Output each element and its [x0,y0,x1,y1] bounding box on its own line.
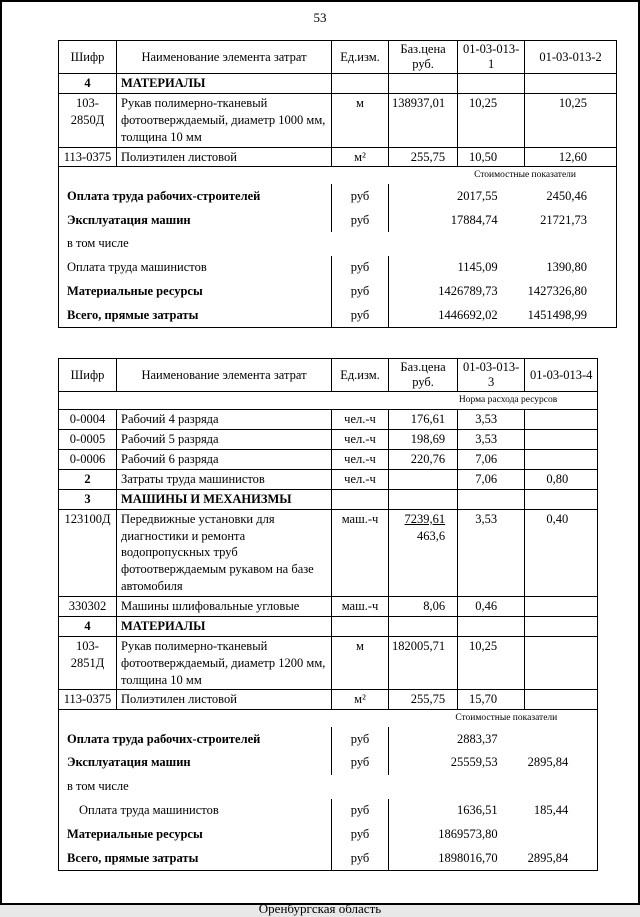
cell-unit: м [332,636,389,690]
cell-name: Полиэтилен листовой [117,147,332,167]
tables-container [2,40,638,871]
cost-value-1: 25559,53 [450,755,498,770]
cost-value-1 [389,775,525,799]
cell-name: Машины шлифовальные угловые [117,597,332,617]
cost-row [59,799,598,823]
column-header-6: 01-03-013-4 [525,359,598,392]
cell-value-2 [525,616,598,636]
cell-unit: чел.-ч [332,450,389,470]
item-row [59,147,617,167]
item-row [59,690,598,710]
cell-unit: м² [332,147,389,167]
item-row [59,636,598,690]
cost-value-2: 1390,80 [546,260,587,275]
cell-unit [332,489,389,509]
cost-unit: руб [332,751,389,775]
column-header-1: Шифр [59,41,117,74]
item-row [59,93,617,147]
cell-value-1: 3,53 [458,509,525,596]
cell-value-1 [458,489,525,509]
cell-value-2 [525,636,598,690]
cost-unit: руб [332,304,389,328]
cost-name: в том числе [67,236,129,251]
cell-unit: чел.-ч [332,469,389,489]
base-price-line-2: 463,6 [417,528,446,543]
note-label: Стоимостные показатели [455,713,558,724]
cell-name: Рукав полимерно-тканевый фотоотверждаемый, диаметр 1200 мм, толщина 10 мм [117,636,332,690]
note-row [59,710,598,727]
cell-unit [332,616,389,636]
cell-name: МАТЕРИАЛЫ [117,74,332,94]
column-header-3: Ед.изм. [332,41,389,74]
cell-unit: маш.-ч [332,597,389,617]
cost-value-2: 21721,73 [540,212,587,227]
estimate-table-1 [58,40,617,328]
cell-code: 0-0005 [59,430,117,450]
cell-unit: маш.-ч [332,509,389,596]
cost-unit: руб [332,799,389,823]
cost-name: Материальные ресурсы [67,827,203,842]
cost-unit: руб [332,727,389,751]
cell-base-price [389,410,458,430]
cost-value-1: 1636,51 [457,803,498,818]
base-price-line: 220,76 [410,452,446,466]
cost-value-1: 2883,37 [457,731,498,746]
cell-base-price [389,690,458,710]
cell-unit: м [332,93,389,147]
cost-value-2 [525,775,598,799]
column-header-2: Наименование элемента затрат [117,359,332,392]
cost-row [59,823,598,847]
base-price-line: 7239,61 [404,511,446,526]
cell-code: 103-2851Д [59,636,117,690]
cell-value-2 [525,410,598,430]
cell-value-2 [525,74,617,94]
cost-value-2: 2895,84 [527,850,569,865]
cell-value-1: 15,70 [458,690,525,710]
cost-row [59,775,598,799]
cell-code: 113-0375 [59,690,117,710]
cell-value-1: 10,50 [458,147,525,167]
cell-code: 4 [59,74,117,94]
base-price-line: 138937,01 [392,95,446,110]
cell-name: Полиэтилен листовой [117,690,332,710]
cost-row [59,304,617,328]
column-header-1: Шифр [59,359,117,392]
cell-value-1: 10,25 [458,636,525,690]
item-row [59,410,598,430]
cell-name: Рабочий 6 разряда [117,450,332,470]
cell-code: 0-0006 [59,450,117,470]
base-price-line: 8,06 [423,599,446,613]
column-header-2: Наименование элемента затрат [117,41,332,74]
column-header-6: 01-03-013-2 [525,41,617,74]
cell-base-price [389,597,458,617]
column-header-4: Баз.цена руб. [389,359,458,392]
page-number: 53 [313,10,327,25]
note-label: Стоимостные показатели [474,170,576,181]
cost-row [59,727,598,751]
cell-name: Рабочий 4 разряда [117,410,332,430]
cell-unit: чел.-ч [332,410,389,430]
cell-name: МАШИНЫ И МЕХАНИЗМЫ [117,489,332,509]
item-row [59,469,598,489]
cost-name: в том числе [67,779,129,794]
cost-unit: руб [332,823,389,847]
cell-code: 103-2850Д [59,93,117,147]
cost-name: Всего, прямые затраты [67,308,199,323]
cost-name: Оплата труда машинистов [67,260,207,275]
cell-value-2: 10,25 [525,93,617,147]
cost-row [59,751,598,775]
cell-unit [332,74,389,94]
base-price-line: 255,75 [410,149,446,164]
cell-value-2 [525,430,598,450]
cell-unit: м² [332,690,389,710]
cost-row [59,280,617,304]
table-header-row [59,359,598,392]
cell-name: МАТЕРИАЛЫ [117,616,332,636]
cell-value-2: 0,80 [525,469,598,489]
cell-code: 2 [59,469,117,489]
cost-row [59,184,617,208]
cost-value-2: 2895,84 [527,755,569,770]
cost-name: Оплата труда рабочих-строителей [67,188,261,203]
cell-base-price [389,509,458,596]
cell-base-price [389,93,458,147]
cost-name: Оплата труда машинистов [79,803,219,818]
cost-value-2: 1427326,80 [527,284,587,299]
item-row [59,597,598,617]
cost-unit [332,232,389,256]
cost-value-2 [525,823,598,847]
column-header-4: Баз.цена руб. [389,41,458,74]
note-row [59,392,598,410]
cost-row [59,208,617,232]
table-header-row [59,41,617,74]
cell-value-1: 3,53 [458,410,525,430]
cost-unit: руб [332,256,389,280]
section-row [59,489,598,509]
cost-value-1: 2017,55 [457,188,498,203]
note-label: Норма расхода ресурсов [458,395,558,406]
cell-value-2 [525,690,598,710]
cost-value-1: 1869573,80 [438,827,498,842]
cell-name: Рабочий 5 разряда [117,430,332,450]
cell-value-1: 3,53 [458,430,525,450]
cell-code: 123100Д [59,509,117,596]
cell-value-1: 7,06 [458,469,525,489]
cell-value-1: 0,46 [458,597,525,617]
cost-name: Оплата труда рабочих-строителей [67,731,261,746]
cell-base-price [389,469,458,489]
base-price-line: 176,61 [410,412,446,427]
cell-value-2: 0,40 [525,509,598,596]
cell-base-price [389,636,458,690]
cell-base-price [389,147,458,167]
cell-code: 3 [59,489,117,509]
cost-value-1: 17884,74 [450,212,498,227]
base-price-line: 182005,71 [392,638,446,653]
cost-value-1: 1898016,70 [438,850,498,865]
cell-code: 4 [59,616,117,636]
cost-value-1: 1426789,73 [438,284,498,299]
cost-unit: руб [332,280,389,304]
cell-code: 113-0375 [59,147,117,167]
cost-value-2: 2450,46 [546,188,587,203]
cell-value-1 [458,74,525,94]
item-row [59,430,598,450]
section-row [59,616,598,636]
cell-name: Передвижные установки для диагностики и ремонта водопропускных труб фотоотверждаемым рукавом на базе автомобиля [117,509,332,596]
cost-row [59,846,598,870]
cell-base-price [389,430,458,450]
cost-unit [332,775,389,799]
cell-name: Затраты труда машинистов [117,469,332,489]
cell-name: Рукав полимерно-тканевый фотоотверждаемый, диаметр 1000 мм, толщина 10 мм [117,93,332,147]
base-price-line: 255,75 [410,692,446,707]
item-row [59,509,598,596]
cost-name: Материальные ресурсы [67,284,203,299]
cost-value-2: 1451498,99 [527,308,587,323]
cost-value-2 [525,727,598,751]
column-header-3: Ед.изм. [332,359,389,392]
cost-name: Всего, прямые затраты [67,850,199,865]
cost-unit: руб [332,184,389,208]
cost-name: Эксплуатация машин [67,755,191,770]
estimate-table-2 [58,358,598,871]
cost-row [59,256,617,280]
region-footer: Оренбургская область [258,901,382,917]
cell-value-2 [525,489,598,509]
cost-row [59,232,617,256]
cost-value-1: 1145,09 [457,260,498,275]
cell-base-price [389,489,458,509]
cell-value-2 [525,450,598,470]
cell-base-price [389,616,458,636]
cost-unit: руб [332,846,389,870]
cell-base-price [389,450,458,470]
cell-base-price [389,74,458,94]
cell-value-1 [458,616,525,636]
item-row [59,450,598,470]
cell-unit: чел.-ч [332,430,389,450]
cost-value-1: 1446692,02 [438,308,498,323]
cost-value-2 [525,232,617,256]
section-row [59,74,617,94]
cost-unit: руб [332,208,389,232]
cell-value-2: 12,60 [525,147,617,167]
base-price-line: 198,69 [410,432,446,447]
cell-code: 0-0004 [59,410,117,430]
note-row [59,167,617,184]
cost-value-1 [389,232,525,256]
cost-name: Эксплуатация машин [67,212,191,227]
cell-value-2 [525,597,598,617]
cost-value-2: 185,44 [533,803,569,818]
cell-code: 330302 [59,597,117,617]
column-header-5: 01-03-013-1 [458,41,525,74]
column-header-5: 01-03-013-3 [458,359,525,392]
cell-value-1: 10,25 [458,93,525,147]
cell-value-1: 7,06 [458,450,525,470]
